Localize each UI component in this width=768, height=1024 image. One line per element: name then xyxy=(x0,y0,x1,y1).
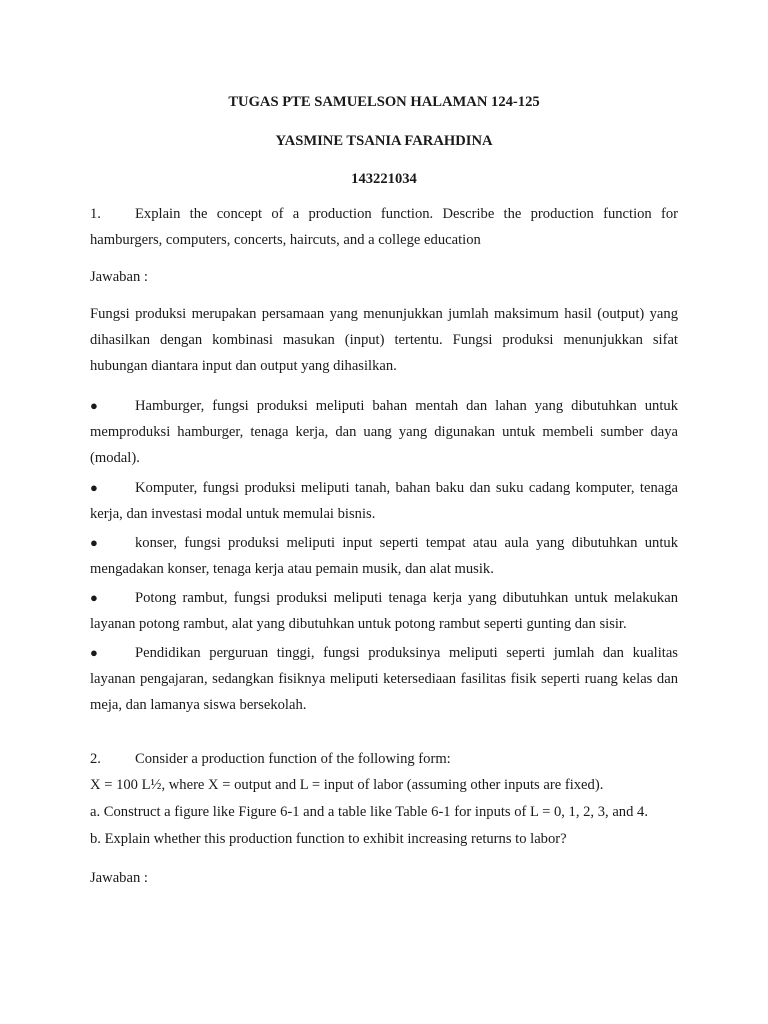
bullet-icon: ● xyxy=(90,535,98,550)
list-item xyxy=(90,393,678,471)
question-1 xyxy=(90,201,678,253)
list-item xyxy=(90,585,678,637)
question-2-part-a: a. Construct a figure like Figure 6-1 and a table like Table 6-1 for inputs of L = 0, 1, 2, 3, and 4. xyxy=(90,804,648,820)
bullet-icon: ● xyxy=(90,590,98,605)
list-item-text: Hamburger, fungsi produksi meliputi bahan mentah dan lahan yang dibutuhkan untuk memproduksi hamburger, tenaga kerja, dan uang yang digunakan untuk membeli sumber daya (modal). xyxy=(90,398,678,466)
list-item-text: konser, fungsi produksi meliputi input seperti tempat atau aula yang dibutuhkan untuk mengadakan konser, tenaga kerja atau pemain musik, dan alat musik. xyxy=(90,535,678,577)
question-2-formula: X = 100 L½, where X = output and L = input of labor (assuming other inputs are fixed). xyxy=(90,777,604,793)
document-title: TUGAS PTE SAMUELSON HALAMAN 124-125 xyxy=(228,94,540,110)
question-1-answer-label: Jawaban : xyxy=(90,269,148,285)
question-1-text: Explain the concept of a production function. Describe the production function for hamburgers, computers, concerts, haircuts, and a college education xyxy=(90,206,678,248)
student-id: 143221034 xyxy=(351,171,417,187)
question-1-answer: Fungsi produksi merupakan persamaan yang menunjukkan jumlah maksimum hasil (output) yang dihasilkan dengan kombinasi masukan (input) tertentu. Fungsi produksi menunjukkan sifat hubungan diantara input dan output yang dihasilkan. xyxy=(90,306,678,374)
list-item-text: Potong rambut, fungsi produksi meliputi tenaga kerja yang dibutuhkan untuk melakukan layanan potong rambut, alat yang dibutuhkan untuk potong rambut seperti gunting dan sisir. xyxy=(90,590,678,632)
question-2 xyxy=(90,746,678,772)
bullet-icon: ● xyxy=(90,398,98,413)
question-2-part-b: b. Explain whether this production function to exhibit increasing returns to labor? xyxy=(90,831,567,847)
list-item-text: Pendidikan perguruan tinggi, fungsi produksinya meliputi seperti jumlah dan kualitas layanan pengajaran, sedangkan fisiknya meliputi ketersediaan fasilitas fisik seperti ruang kelas dan meja, dan lamanya siswa bersekolah. xyxy=(90,645,678,713)
list-item xyxy=(90,640,678,718)
question-2-answer-label: Jawaban : xyxy=(90,870,148,886)
list-item xyxy=(90,530,678,582)
list-item-text: Komputer, fungsi produksi meliputi tanah, bahan baku dan suku cadang komputer, tenaga kerja, dan investasi modal untuk memulai bisnis. xyxy=(90,480,678,522)
question-2-number: 2. xyxy=(90,751,101,767)
student-name: YASMINE TSANIA FARAHDINA xyxy=(275,133,493,149)
bullet-icon: ● xyxy=(90,645,98,660)
question-1-number: 1. xyxy=(90,206,101,222)
bullet-icon: ● xyxy=(90,480,98,495)
question-2-text: Consider a production function of the following form: xyxy=(135,751,451,767)
list-item xyxy=(90,475,678,527)
